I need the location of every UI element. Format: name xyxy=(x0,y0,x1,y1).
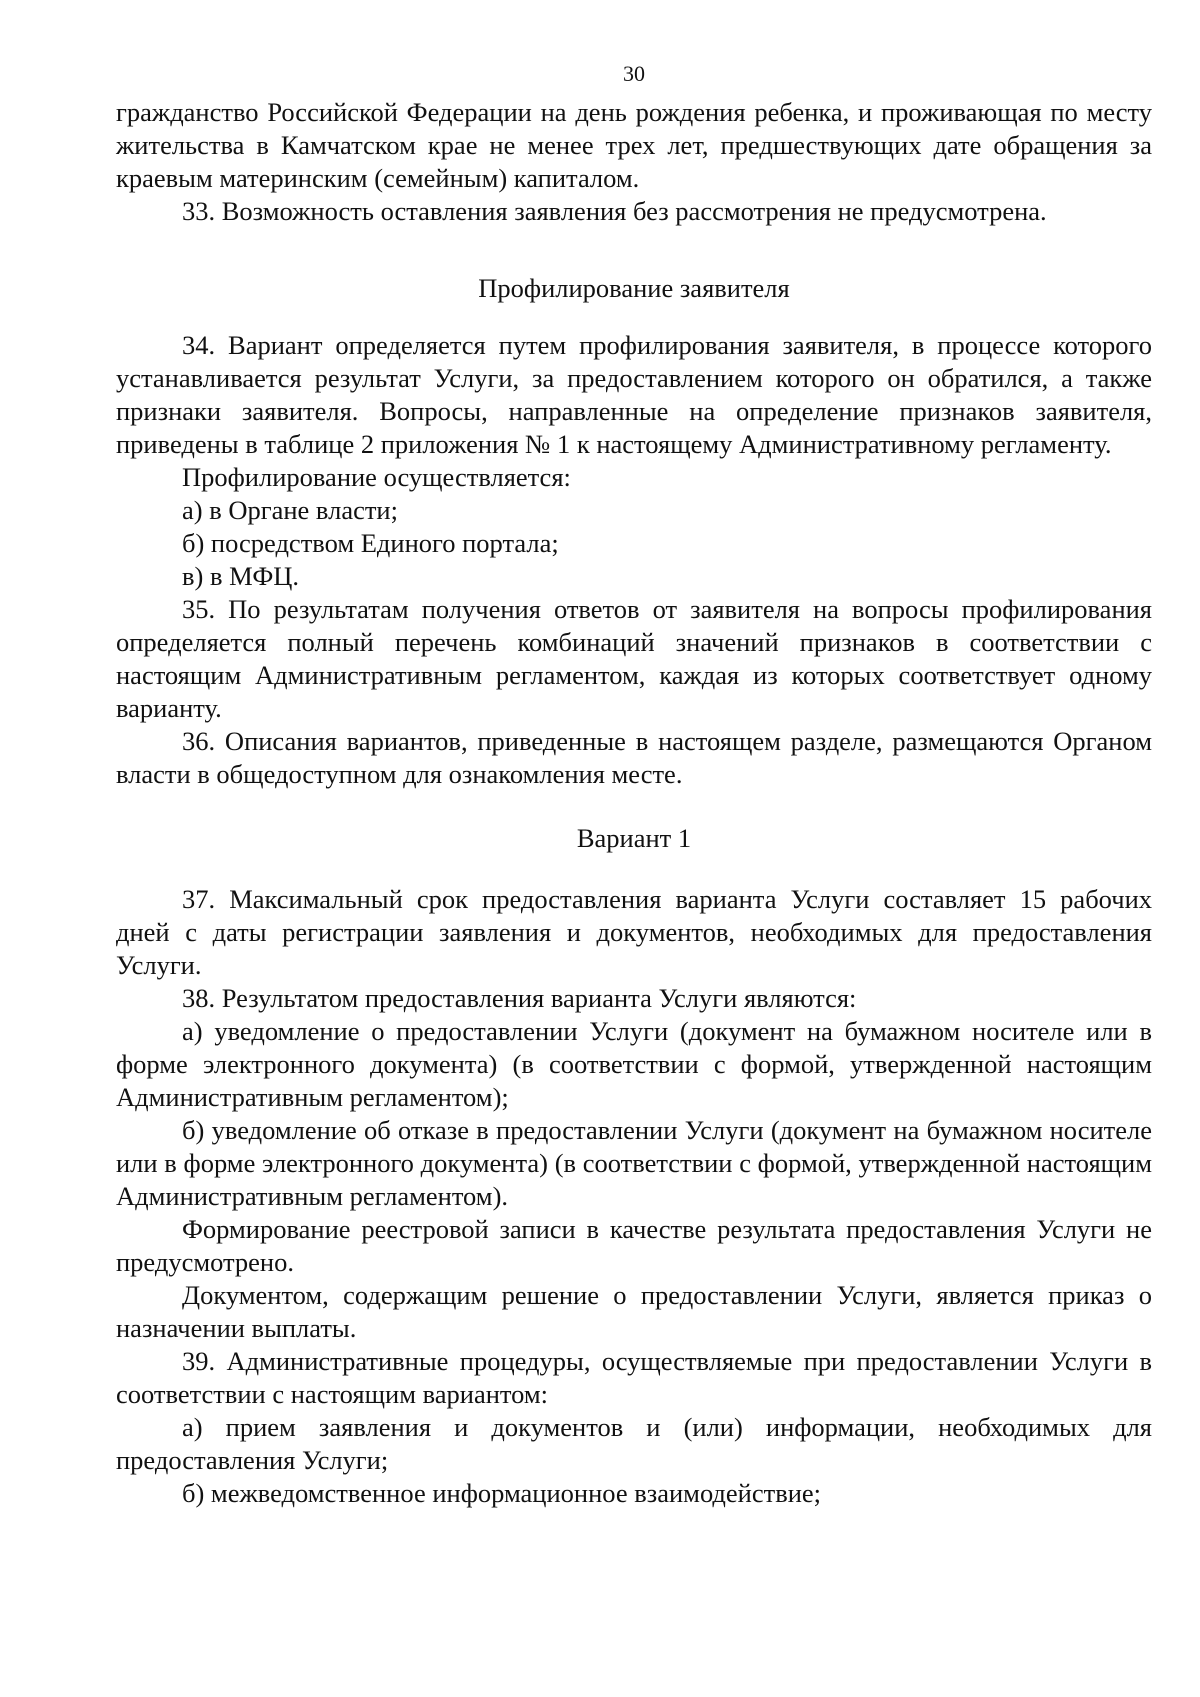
paragraph-continuation: гражданство Российской Федерации на день рождения ребенка, и проживающая по месту жительства в Камчатском крае не менее трех лет, предшествующих дате обращения за краевым материнским (семейным) капиталом. xyxy=(116,97,1152,193)
page-number: 30 xyxy=(623,61,645,86)
paragraph-39: 39. Административные процедуры, осуществляемые при предоставлении Услуги в соответствии с настоящим вариантом: xyxy=(116,1346,1152,1409)
list-item-v: в) в МФЦ. xyxy=(182,561,300,591)
list-item-39-b: б) межведомственное информационное взаимодействие; xyxy=(182,1478,822,1508)
list-item-b: б) посредством Единого портала; xyxy=(182,528,559,558)
paragraph-decision-document: Документом, содержащим решение о предоставлении Услуги, является приказ о назначении выплаты. xyxy=(116,1280,1152,1343)
section-heading-profiling: Профилирование заявителя xyxy=(478,273,790,303)
paragraph-profiling-intro: Профилирование осуществляется: xyxy=(182,462,571,492)
paragraph-registry: Формирование реестровой записи в качестве результата предоставления Услуги не предусмотрено. xyxy=(116,1214,1152,1277)
list-item-39-a: а) прием заявления и документов и (или) информации, необходимых для предоставления Услуги; xyxy=(116,1412,1152,1475)
list-item-a: а) в Органе власти; xyxy=(182,495,398,525)
section-heading-variant: Вариант 1 xyxy=(576,823,692,853)
paragraph-37: 37. Максимальный срок предоставления варианта Услуги составляет 15 рабочих дней с даты регистрации заявления и документов, необходимых для предоставления Услуги. xyxy=(116,884,1152,980)
paragraph-33: 33. Возможность оставления заявления без рассмотрения не предусмотрена. xyxy=(182,196,1047,226)
paragraph-38: 38. Результатом предоставления варианта Услуги являются: xyxy=(182,983,857,1013)
paragraph-36: 36. Описания вариантов, приведенные в настоящем разделе, размещаются Органом власти в общедоступном для ознакомления месте. xyxy=(116,726,1152,789)
list-item-38-b: б) уведомление об отказе в предоставлении Услуги (документ на бумажном носителе или в форме электронного документа) (в соответствии с формой, утвержденной настоящим Административным регламентом). xyxy=(116,1115,1152,1211)
paragraph-35: 35. По результатам получения ответов от заявителя на вопросы профилирования определяется полный перечень комбинаций значений признаков в соответствии с настоящим Административным регламентом, каждая из которых соответствует одному варианту. xyxy=(116,594,1152,723)
document-page xyxy=(116,60,1152,1510)
paragraph-34: 34. Вариант определяется путем профилирования заявителя, в процессе которого устанавливается результат Услуги, за предоставлением которого он обратился, а также признаки заявителя. Вопросы, направленные на определение признаков заявителя, приведены в таблице 2 приложения № 1 к настоящему Административному регламенту. xyxy=(116,330,1152,459)
list-item-38-a: а) уведомление о предоставлении Услуги (документ на бумажном носителе или в форме электронного документа) (в соответствии с формой, утвержденной настоящим Административным регламентом); xyxy=(116,1016,1152,1112)
